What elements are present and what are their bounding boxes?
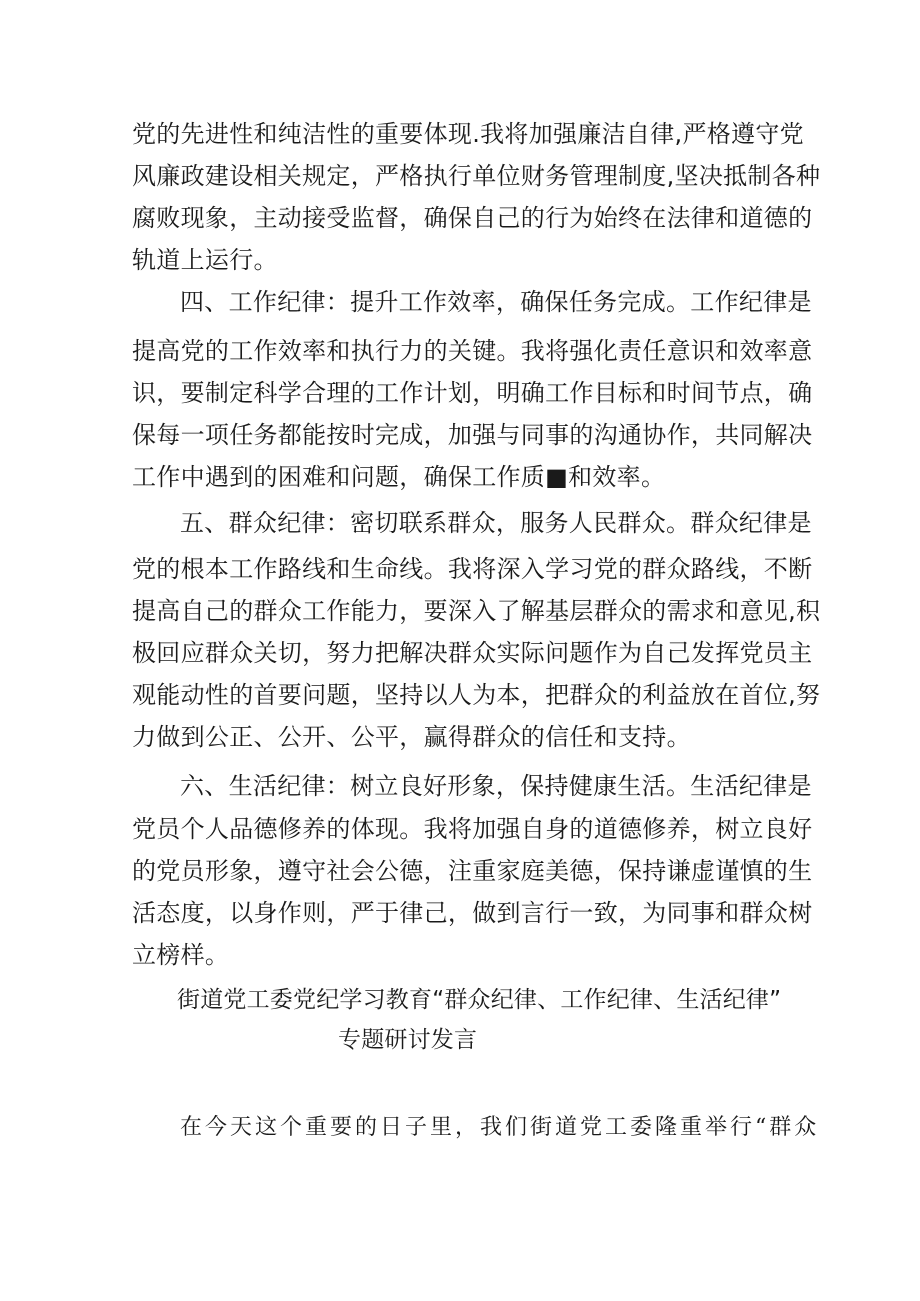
paragraph-line: 党员个人品德修养的体现。我将加强自身的道德修养，树立良好 — [132, 815, 813, 843]
paragraph-line: 四、工作纪律：提升工作效率，确保任务完成。工作纪律是 — [180, 288, 812, 316]
paragraph-line: 六、生活纪律：树立良好形象，保持健康生活。生活纪律是 — [180, 772, 812, 800]
paragraph-line: 工作中遇到的困难和问题，确保工作质■和效率。 — [132, 463, 666, 491]
paragraph-line: 五、群众纪律：密切联系群众，服务人民群众。群众纪律是 — [180, 509, 812, 537]
paragraph-line: 提高自己的群众工作能力，要深入了解基层群众的需求和意见,积 — [132, 597, 821, 625]
paragraph-line: 风廉政建设相关规定，严格执行单位财务管理制度,坚决抵制各种 — [132, 162, 821, 190]
section-title-line-1: 街道党工委党纪学习教育“群众纪律、工作纪律、生活纪律” — [177, 987, 782, 1013]
paragraph-line: 立榜样。 — [132, 941, 230, 969]
paragraph-line: 力做到公正、公开、公平，赢得群众的信任和支持。 — [132, 723, 691, 751]
paragraph-line: 的党员形象，遵守社会公德，注重家庭美德，保持谦虚谨慎的生 — [132, 857, 813, 885]
paragraph-line: 保每一项任务都能按时完成，加强与同事的沟通协作，共同解决 — [132, 421, 813, 449]
paragraph-line: 识，要制定科学合理的工作计划，明确工作目标和时间节点，确 — [132, 379, 813, 407]
paragraph-line: 活态度，以身作则，严于律己，做到言行一致，为同事和群众树 — [132, 899, 813, 927]
paragraph-line: 提高党的工作效率和执行力的关键。我将强化责任意识和效率意 — [132, 337, 813, 365]
section-title-line-2: 专题研讨发言 — [338, 1027, 478, 1053]
paragraph-line: 腐败现象，主动接受监督，确保自己的行为始终在法律和道德的 — [132, 204, 813, 232]
opening-paragraph-line: 在今天这个重要的日子里，我们街道党工委隆重举行“群众 — [180, 1115, 820, 1140]
paragraph-line: 党的根本工作路线和生命线。我将深入学习党的群众路线，不断 — [132, 555, 813, 583]
paragraph-line: 党的先进性和纯洁性的重要体现.我将加强廉洁自律,严格遵守党 — [132, 120, 804, 148]
paragraph-line: 轨道上运行。 — [132, 246, 278, 274]
paragraph-line: 观能动性的首要问题，坚持以人为本，把群众的利益放在首位,努 — [132, 681, 821, 709]
paragraph-line: 极回应群众关切，努力把解决群众实际问题作为自己发挥党员主 — [132, 639, 813, 667]
